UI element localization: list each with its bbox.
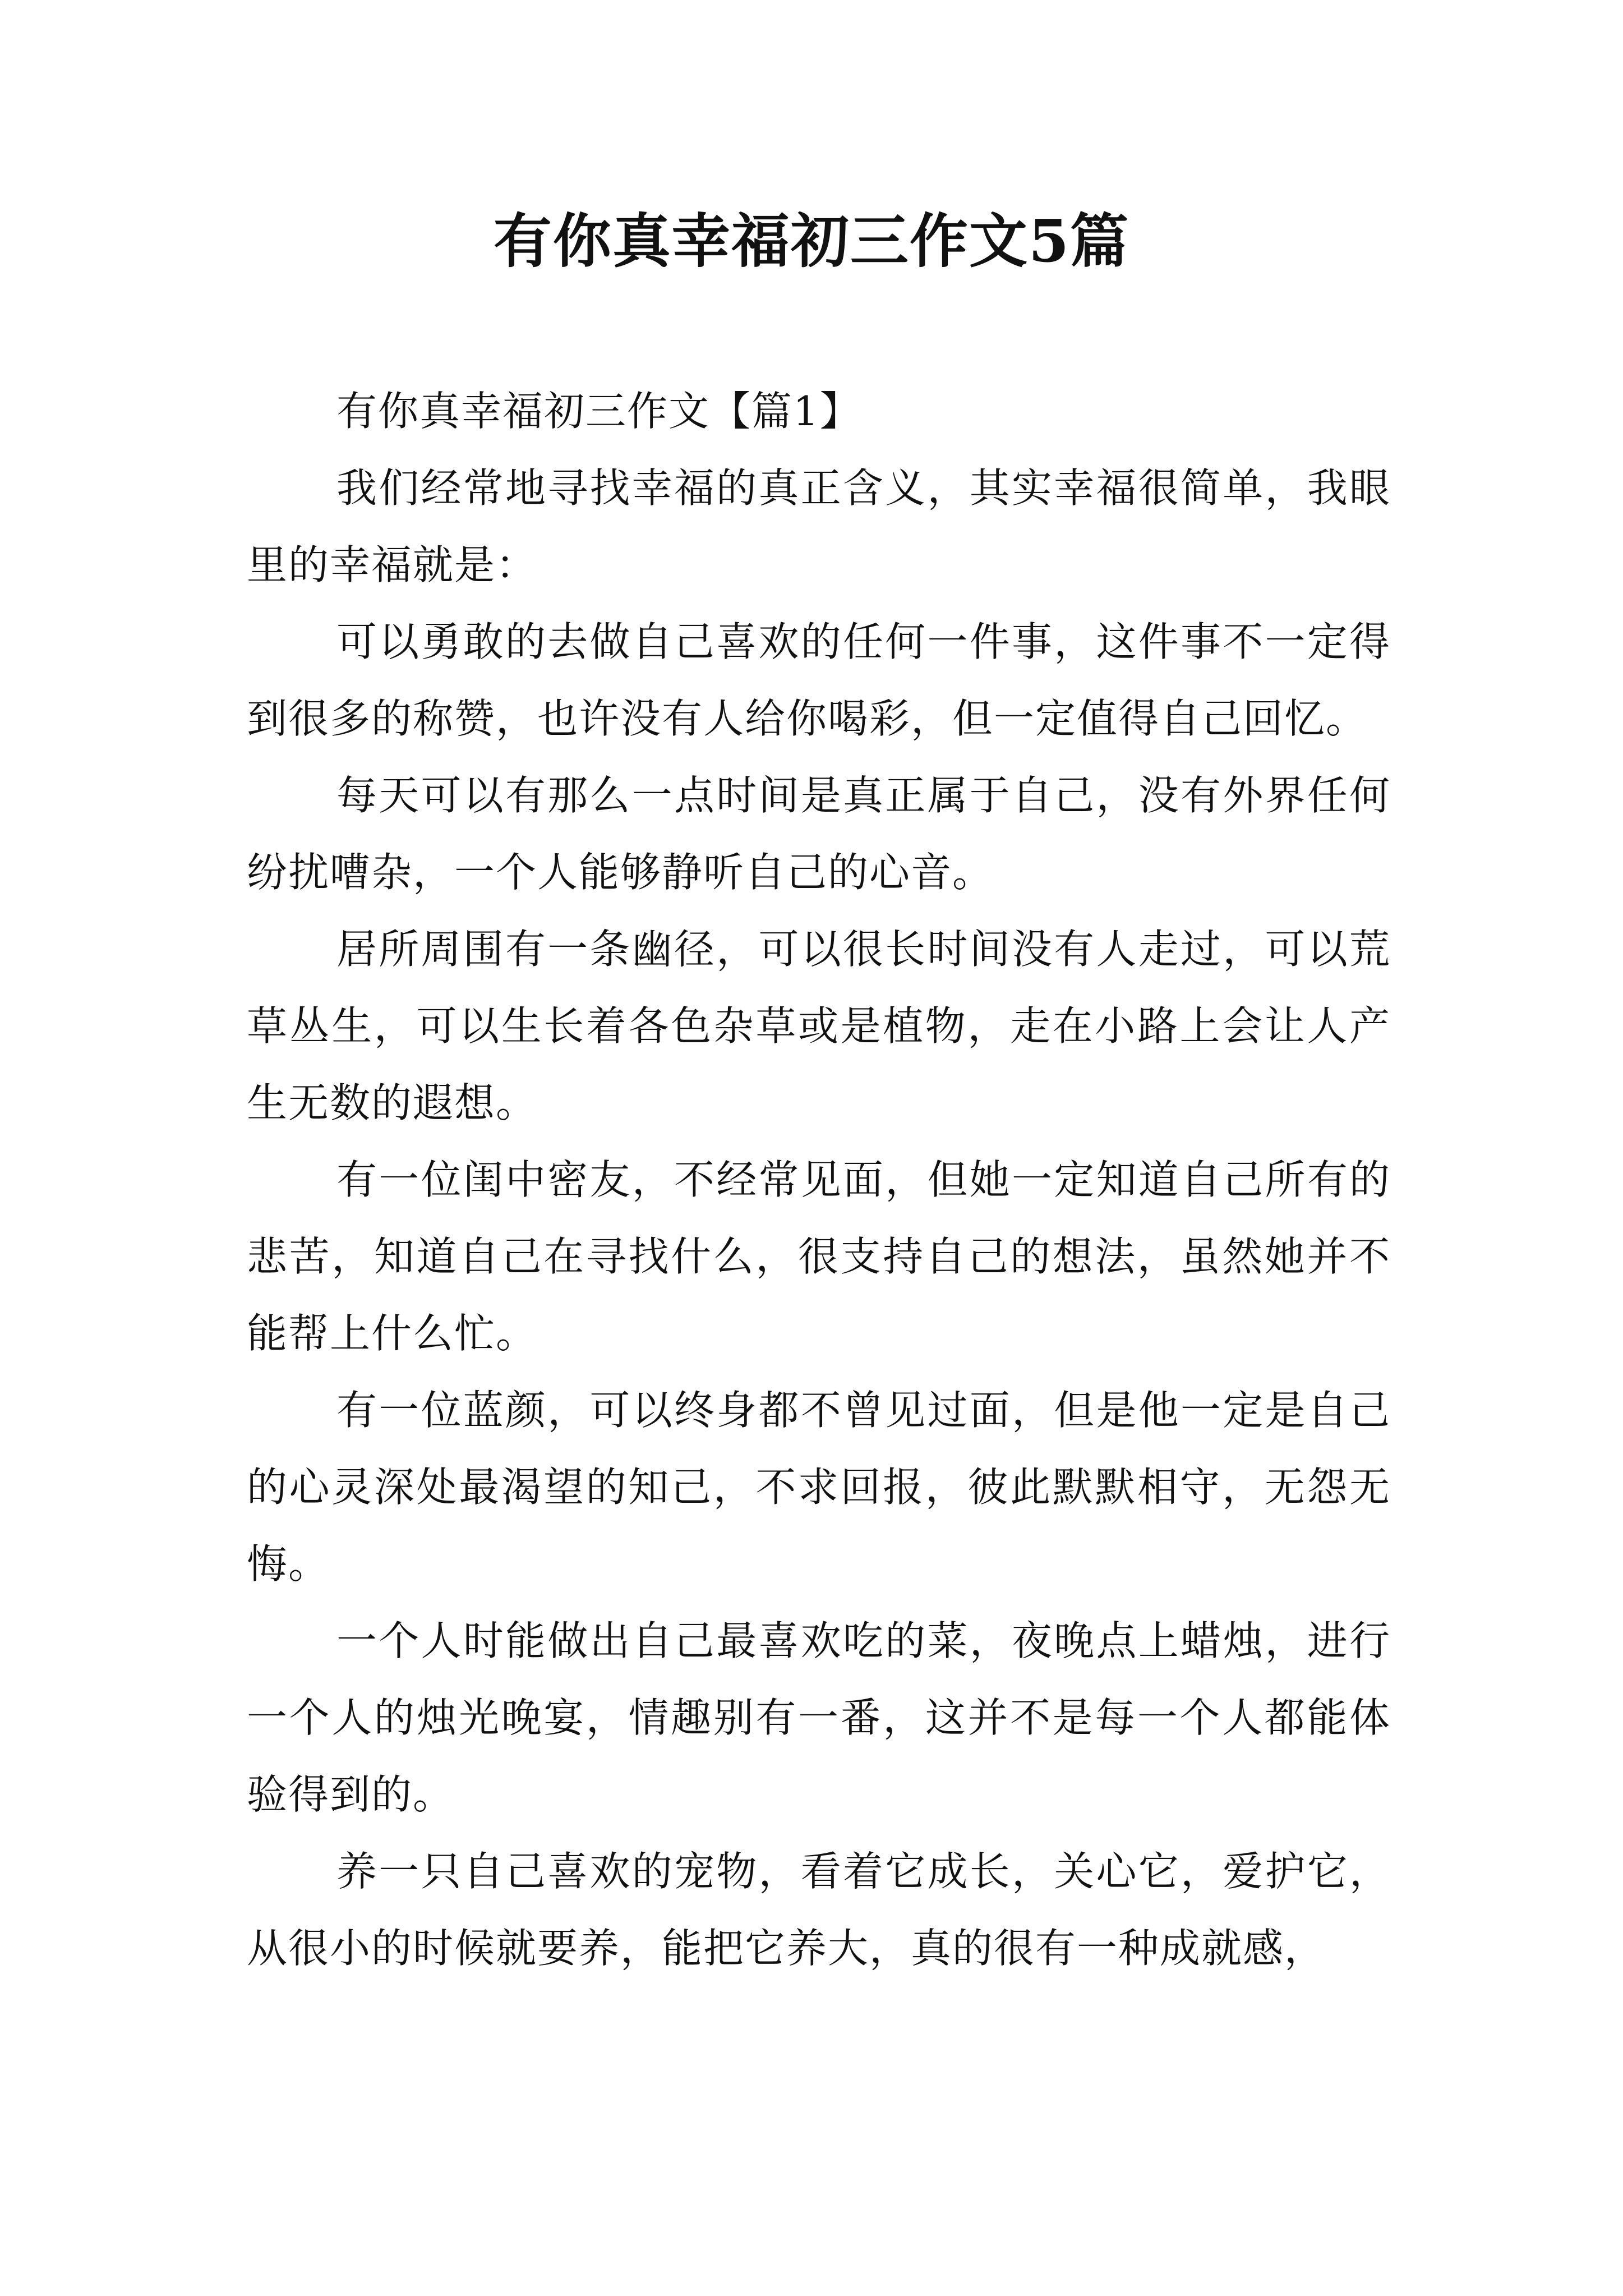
paragraph-2: 可以勇敢的去做自己喜欢的任何一件事，这件事不一定得到很多的称赞，也许没有人给你喝彩，但一定值得自己回忆。 bbox=[247, 618, 1391, 742]
paragraph-7: 一个人时能做出自己最喜欢吃的菜，夜晚点上蜡烛，进行一个人的烛光晚宴，情趣别有一番，这并不是每一个人都能体验得到的。 bbox=[247, 1617, 1391, 1818]
paragraph-4: 居所周围有一条幽径，可以很长时间没有人走过，可以荒草丛生，可以生长着各色杂草或是植物，走在小路上会让人产生无数的遐想。 bbox=[247, 926, 1391, 1126]
paragraph-3: 每天可以有那么一点时间是真正属于自己，没有外界任何纷扰嘈杂，一个人能够静听自己的心音。 bbox=[247, 772, 1391, 896]
paragraph-5: 有一位闺中密友，不经常见面，但她一定知道自己所有的悲苦，知道自己在寻找什么，很支持自己的想法，虽然她并不能帮上什么忙。 bbox=[247, 1156, 1391, 1357]
paragraph-8: 养一只自己喜欢的宠物，看着它成长，关心它，爱护它，从很小的时候就要养，能把它养大，真的很有一种成就感， bbox=[247, 1848, 1391, 1972]
section-heading: 有你真幸福初三作文【篇1】 bbox=[336, 388, 861, 435]
paragraph-6: 有一位蓝颜，可以终身都不曾见过面，但是他一定是自己的心灵深处最渴望的知己，不求回报，彼此默默相守，无怨无悔。 bbox=[247, 1387, 1391, 1588]
document-body bbox=[247, 373, 1391, 1987]
paragraph-1: 我们经常地寻找幸福的真正含义，其实幸福很简单，我眼里的幸福就是： bbox=[247, 464, 1391, 588]
document-title: 有你真幸福初三作文5篇 bbox=[493, 206, 1130, 275]
